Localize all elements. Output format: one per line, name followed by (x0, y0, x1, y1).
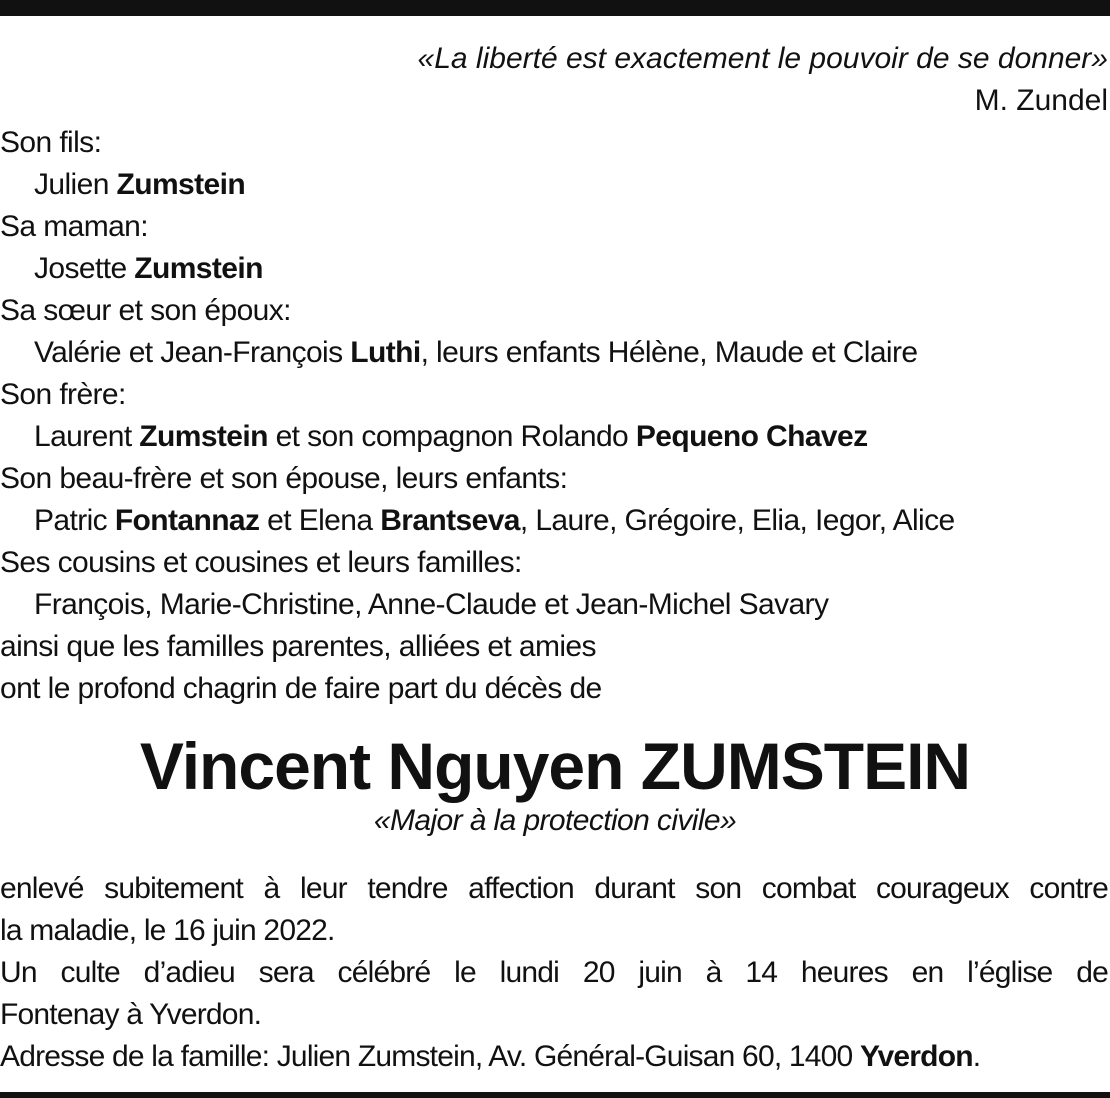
relatives-entry (0, 416, 1110, 458)
relatives-entry (0, 248, 1110, 290)
announcement-line (0, 868, 1108, 910)
text-run: Patric (34, 504, 115, 537)
top-rule (0, 0, 1110, 16)
announcement-line (0, 994, 1108, 1036)
announcement-line (0, 910, 1108, 952)
announcement-text (0, 868, 1108, 1078)
bold-name: Yverdon (859, 1040, 973, 1073)
relatives-heading (0, 290, 1110, 332)
text-run: enlevé subitement à leur tendre affection durant son combat courageux contre (0, 872, 1108, 905)
text-run: Un culte d’adieu sera célébré le lundi 20 juin à 14 heures en l’église de (0, 956, 1108, 989)
text-run: ainsi que les familles parentes, alliées et amies (0, 630, 596, 663)
text-run: , leurs enfants Hélène, Maude et Claire (420, 336, 918, 369)
text-run: Fontenay à Yverdon. (0, 998, 262, 1031)
text-run: Son fils: (0, 126, 102, 159)
text-run: et son compagnon Rolando (267, 420, 636, 453)
text-run: Ses cousins et cousines et leurs familles: (0, 546, 522, 579)
epigraph (418, 38, 1108, 122)
relatives-heading (0, 668, 1110, 710)
text-run: François, Marie-Christine, Anne-Claude et Jean-Michel Savary (34, 588, 829, 621)
epigraph-quote: «La liberté est exactement le pouvoir de se donner» (417, 42, 1108, 75)
deceased-role: «Major à la protection civile» (373, 804, 737, 837)
text-run: Son beau-frère et son épouse, leurs enfants: (0, 462, 568, 495)
text-run: . (972, 1040, 981, 1073)
relatives-heading (0, 458, 1110, 500)
relatives-entry (0, 164, 1110, 206)
relatives-heading (0, 374, 1110, 416)
relatives-entry (0, 332, 1110, 374)
text-run: et Elena (259, 504, 381, 537)
text-run: Julien (34, 168, 117, 201)
relatives-list (0, 122, 1110, 710)
announcement-line (0, 952, 1108, 994)
text-run: Sa sœur et son époux: (0, 294, 291, 327)
text-run: Josette (34, 252, 135, 285)
deceased-name: Vincent Nguyen ZUMSTEIN (139, 729, 971, 803)
relatives-entry (0, 500, 1110, 542)
bold-name: Zumstein (134, 252, 263, 285)
text-run: Sa maman: (0, 210, 148, 243)
relatives-heading (0, 206, 1110, 248)
bold-name: Zumstein (139, 420, 268, 453)
relatives-heading (0, 542, 1110, 584)
text-run: , Laure, Grégoire, Elia, Iegor, Alice (519, 504, 955, 537)
relatives-heading (0, 626, 1110, 668)
text-run: ont le profond chagrin de faire part du décès de (0, 672, 602, 705)
announcement-line (0, 1036, 1108, 1078)
text-run: la maladie, le 16 juin 2022. (0, 914, 335, 947)
bold-name: Luthi (350, 336, 421, 369)
text-run: Son frère: (0, 378, 126, 411)
bottom-rule (0, 1092, 1110, 1098)
text-run: Adresse de la famille: Julien Zumstein, Av. Général-Guisan 60, 1400 (0, 1040, 860, 1073)
bold-name: Zumstein (116, 168, 246, 201)
relatives-entry (0, 584, 1110, 626)
bold-name: Pequeno Chavez (635, 420, 868, 453)
bold-name: Brantseva (380, 504, 520, 537)
bold-name: Fontannaz (114, 504, 260, 537)
relatives-heading (0, 122, 1110, 164)
text-run: Valérie et Jean-François (34, 336, 351, 369)
epigraph-author: M. Zundel (974, 84, 1108, 117)
text-run: Laurent (34, 420, 140, 453)
